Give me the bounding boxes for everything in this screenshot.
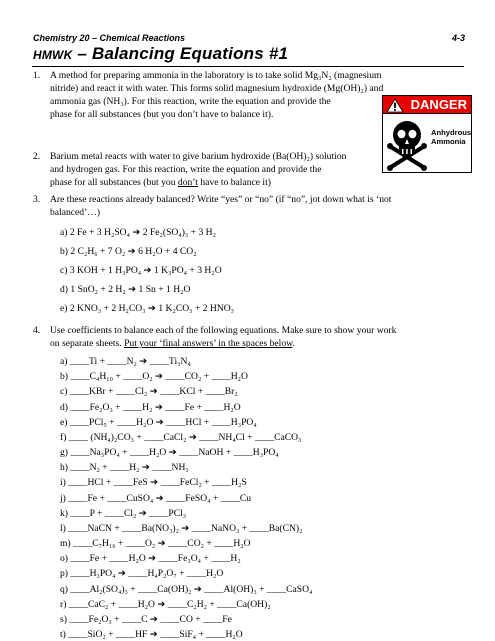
q2-line-1: Barium metal reacts with water to give barium hydroxide (Ba(OH)₂) solution (50, 151, 347, 162)
q3-line-2: balanced’…) (50, 207, 101, 218)
q4-number: 4. (33, 325, 41, 336)
q4-item-g: g) ____Na₃PO₄ + ____H₂O ➔ ____NaOH + ____H₃PO₄ (60, 447, 279, 458)
q2-number: 2. (33, 151, 41, 162)
danger-banner (382, 95, 472, 114)
q4-line-2-suffix: . (292, 338, 295, 349)
q4-item-c: c) ____KBr + ____Cl₂ ➔ ____KCl + ____Br₂ (60, 386, 238, 398)
q4-item-o: o) ____Fe + ____H₂O ➔ ____Fe₃O₄ + ____H₂ (60, 553, 241, 565)
q3-number: 3. (33, 194, 41, 205)
q4-item-j: j) ____Fe + ____CuSO₄ ➔ ____FeSO₄ + ____Cu (60, 492, 252, 504)
q4-item-k: k) ____P + ____Cl₂ ➔ ____PCl₃ (60, 507, 187, 519)
q4-item-r: r) ____CaC₂ + ____H₂O ➔ ____C₂H₂ + ____Ca(OH)₂ (60, 598, 271, 610)
q4-item-s: s) ____Fe₂O₃ + ____C ➔ ____CO + ____Fe (60, 613, 232, 625)
q4-item-f: f) ____ (NH₄)₂CO₃ + ____CaCl₂ ➔ ____NH₄Cl + ____CaCO₃ (60, 431, 302, 443)
q1-line-2: nitride) and react it with water. This forms solid magnesium hydroxide (Mg(OH)₂) and (50, 83, 384, 94)
q4-line-1: Use coefficients to balance each of the following equations. Make sure to show your work (50, 325, 397, 336)
q1-line-4: phase for all substances (but you don’t have to balance it). (50, 109, 274, 120)
page-code: 4-3 (451, 33, 465, 43)
q4-item-t: t) ____SiO₂ + ____HF ➔ ____SiF₄ + ____H₂O (60, 629, 243, 640)
worksheet-title (33, 44, 288, 64)
q4-item-b: b) ____C₄H₁₀ + ____O₂ ➔ ____CO₂ + ____H₂O (60, 371, 248, 383)
q4-item-a: a) ____Ti + ____N₂ ➔ ____Ti₃N₄ (60, 356, 191, 367)
q2-line-3-prefix: phase for all substances (but you (50, 177, 178, 188)
q2-line-3 (50, 176, 271, 189)
danger-sign (382, 95, 472, 173)
q3-line-1: Are these reactions already balanced? Write “yes” or “no” (if “no”, jot down what is ‘not (50, 194, 392, 205)
q4-item-i: i) ____HCl + ____FeS ➔ ____FeCl₂ + ____H₂S (60, 477, 247, 489)
q1-number: 1. (33, 70, 41, 81)
q4-line-2-prefix: on separate sheets. (50, 338, 125, 349)
q4-item-h: h) ____N₂ + ____H₂ ➔ ____NH₃ (60, 462, 189, 474)
q4-item-m: m) ____C₇H₁₆ + ____O₂ ➔ ____CO₂ + ____H₂O (60, 538, 251, 549)
q4-line-2 (50, 337, 295, 350)
q1-line-1: A method for preparing ammonia in the laboratory is to take solid Mg₃N₂ (magnesium (50, 70, 382, 81)
danger-banner-text: DANGER (410, 97, 467, 112)
q4-item-p: p) ____H₃PO₄ ➔ ____H₄P₂O₇ + ____H₂O (60, 568, 224, 580)
danger-caption (431, 128, 471, 146)
q1-line-3: ammonia gas (NH₃). For this reaction, write the equation and provide the (50, 96, 331, 107)
q2-line-3-underlined: don’t (177, 177, 198, 188)
q4-line-2-underlined: Put your ‘final answers’ in the spaces below (124, 338, 293, 349)
q4-item-l: l) ____NaCN + ____Ba(NO₃)₂ ➔ ____NaNO₃ + ____Ba(CN)₂ (60, 522, 303, 534)
title-divider (32, 66, 464, 67)
title-main: – Balancing Equations #1 (72, 44, 289, 63)
q2-line-3-suffix: have to balance it) (197, 177, 271, 188)
q3-item-a: a) 2 Fe + 3 H₂SO₄ ➔ 2 Fe₂(SO₄)₃ + 3 H₂ (60, 227, 216, 238)
title-prefix: HMWK (33, 48, 73, 62)
warning-triangle-icon (386, 98, 404, 113)
course-title: Chemistry 20 – Chemical Reactions (33, 33, 186, 43)
page-header (33, 33, 465, 43)
skull-crossbones-icon (385, 117, 429, 171)
q4-item-d: d) ____Fe₂O₃ + ____H₂ ➔ ____Fe + ____H₂O (60, 401, 241, 413)
danger-caption-line-1: Anhydrous (431, 128, 472, 137)
q2-line-2: and hydrogen gas. For this reaction, write the equation and provide the (50, 164, 322, 175)
q3-item-e: e) 2 KNO₃ + 2 H₂CO₃ ➔ 1 K₂CO₃ + 2 HNO₃ (60, 303, 235, 314)
q4-item-e: e) ____PCl₅ + ____H₂O ➔ ____HCl + ____H₃PO₄ (60, 416, 257, 428)
q3-item-c: c) 3 KOH + 1 H₃PO₄ ➔ 1 K₃PO₄ + 3 H₂O (60, 265, 222, 276)
danger-body (382, 114, 472, 173)
q3-item-b: b) 2 C₂H₆ + 7 O₂ ➔ 6 H₂O + 4 CO₂ (60, 246, 197, 257)
danger-caption-line-2: Ammonia (431, 137, 466, 146)
q4-item-q: q) ____Al₂(SO₄)₃ + ____Ca(OH)₂ ➔ ____Al(OH)₃ + ____CaSO₄ (60, 583, 313, 595)
q3-item-d: d) 1 SnO₂ + 2 H₂ ➔ 1 Sn + 1 H₂O (60, 284, 191, 295)
